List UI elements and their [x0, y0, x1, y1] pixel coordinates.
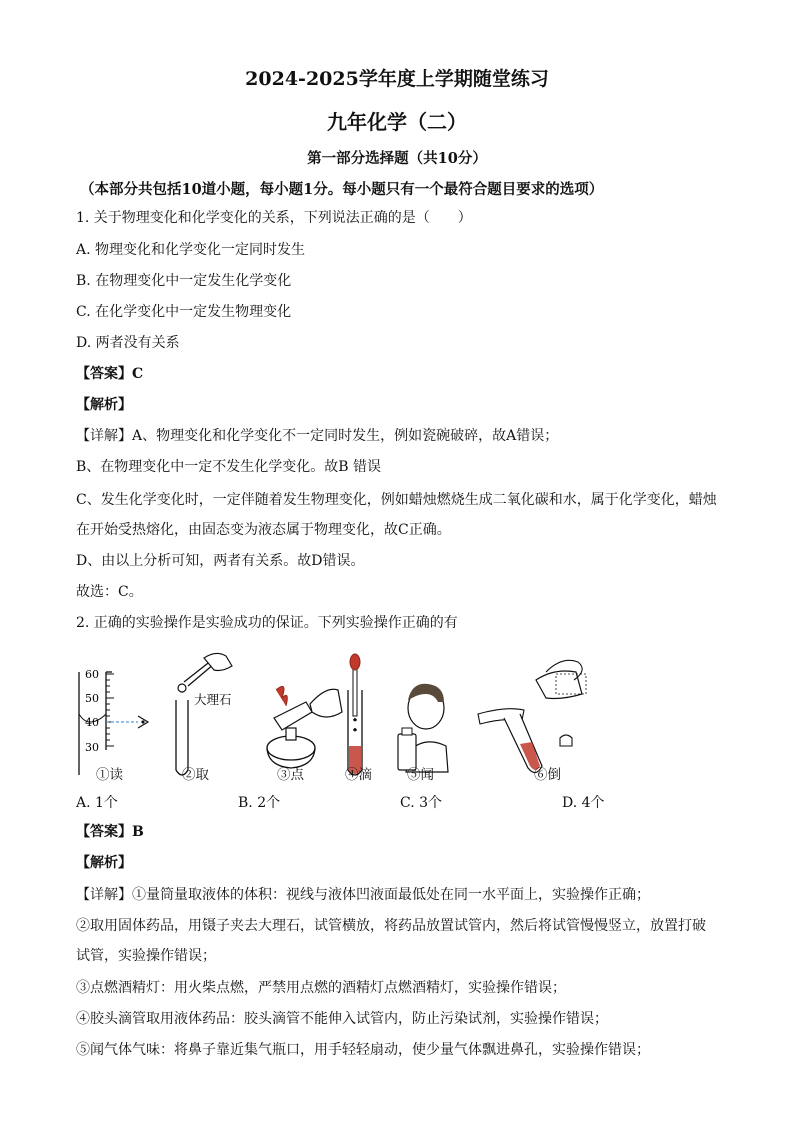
section-instructions: （本部分共包括10道小题，每小题1分。每小题只有一个最符合题目要求的选项）: [80, 181, 604, 198]
caption-smell: ⑤闻: [407, 767, 434, 783]
q1-detail-line: 【详解】A、物理变化和化学变化不一定同时发生，例如瓷碗破碎，故A错误；: [76, 428, 559, 444]
caption-drop: ④滴: [345, 767, 372, 783]
q1-analysis-label: 【解析】: [76, 397, 132, 413]
q2-detail-line: ⑤闻气体气味：将鼻子靠近集气瓶口，用手轻轻扇动，使少量气体飘进鼻孔，实验操作错误；: [76, 1042, 650, 1058]
q2-option-b: B. 2个: [238, 795, 281, 811]
q2-detail-line: 【详解】①量筒量取液体的体积：视线与液体凹液面最低处在同一水平面上，实验操作正确；: [76, 887, 650, 903]
q2-detail-line: ④胶头滴管取用液体药品：胶头滴管不能伸入试管内，防止污染试剂，实验操作错误；: [76, 1011, 608, 1027]
q1-answer: 【答案】C: [76, 366, 144, 382]
graduated-cylinder-illustration: [79, 668, 148, 775]
q2-option-c: C. 3个: [400, 795, 443, 811]
q2-analysis-label: 【解析】: [76, 855, 132, 871]
scale-label-50: 50: [85, 692, 99, 705]
alcohol-lamp-illustration: [267, 686, 342, 768]
caption-take: ②取: [182, 767, 209, 783]
scale-label-60: 60: [85, 668, 99, 681]
q1-detail-line: 故选：C。: [76, 584, 143, 600]
q2-detail-line: ③点燃酒精灯：用火柴点燃，严禁用点燃的酒精灯点燃酒精灯，实验操作错误；: [76, 980, 566, 996]
q2-option-d: D. 4个: [562, 795, 605, 811]
q2-detail-line: ②取用固体药品，用镊子夹去大理石，试管横放，将药品放置试管内，然后将试管慢慢竖立，放置打破: [76, 918, 706, 934]
smelling-gas-illustration: [398, 684, 448, 772]
dropper-illustration: [348, 654, 362, 775]
section-heading: 第一部分选择题（共10分）: [307, 150, 487, 167]
marble-label: 大理石: [194, 692, 232, 707]
caption-read: ①读: [96, 767, 123, 783]
q1-option-b: B. 在物理变化中一定发生化学变化: [76, 273, 292, 289]
q1-option-c: C. 在化学变化中一定发生物理变化: [76, 304, 292, 320]
q1-option-d: D. 两者没有关系: [76, 335, 180, 351]
q1-detail-line: B、在物理变化中一定不发生化学变化。故B 错误: [76, 459, 382, 475]
q1-detail-line: 在开始受热熔化，由固态变为液态属于物理变化，故C正确。: [76, 522, 451, 538]
exam-subject: 九年化学（二）: [327, 110, 467, 134]
q2-detail-line: 试管，实验操作错误；: [76, 948, 216, 964]
q2-stem: 2. 正确的实验操作是实验成功的保证。下列实验操作正确的有: [76, 615, 458, 631]
caption-light: ③点: [277, 767, 304, 783]
scale-label-30: 30: [85, 741, 99, 754]
q1-detail-line: D、由以上分析可知，两者有关系。故D错误。: [76, 553, 365, 569]
q1-detail-line: C、发生化学变化时，一定伴随着发生物理变化，例如蜡烛燃烧生成二氧化碳和水，属于化学变化，蜡烛: [76, 492, 717, 508]
exam-title: 2024-2025学年度上学期随堂练习: [245, 68, 549, 90]
q1-stem: 1. 关于物理变化和化学变化的关系，下列说法正确的是（ ）: [76, 210, 472, 226]
pouring-liquid-illustration: [478, 660, 586, 772]
caption-pour: ⑥倒: [534, 767, 561, 783]
q1-option-a: A. 物理变化和化学变化一定同时发生: [76, 242, 306, 258]
q2-option-a: A. 1个: [76, 795, 118, 811]
q2-answer: 【答案】B: [76, 824, 144, 840]
tweezers-marble-illustration: [176, 653, 232, 775]
scale-label-40: 40: [85, 716, 99, 729]
